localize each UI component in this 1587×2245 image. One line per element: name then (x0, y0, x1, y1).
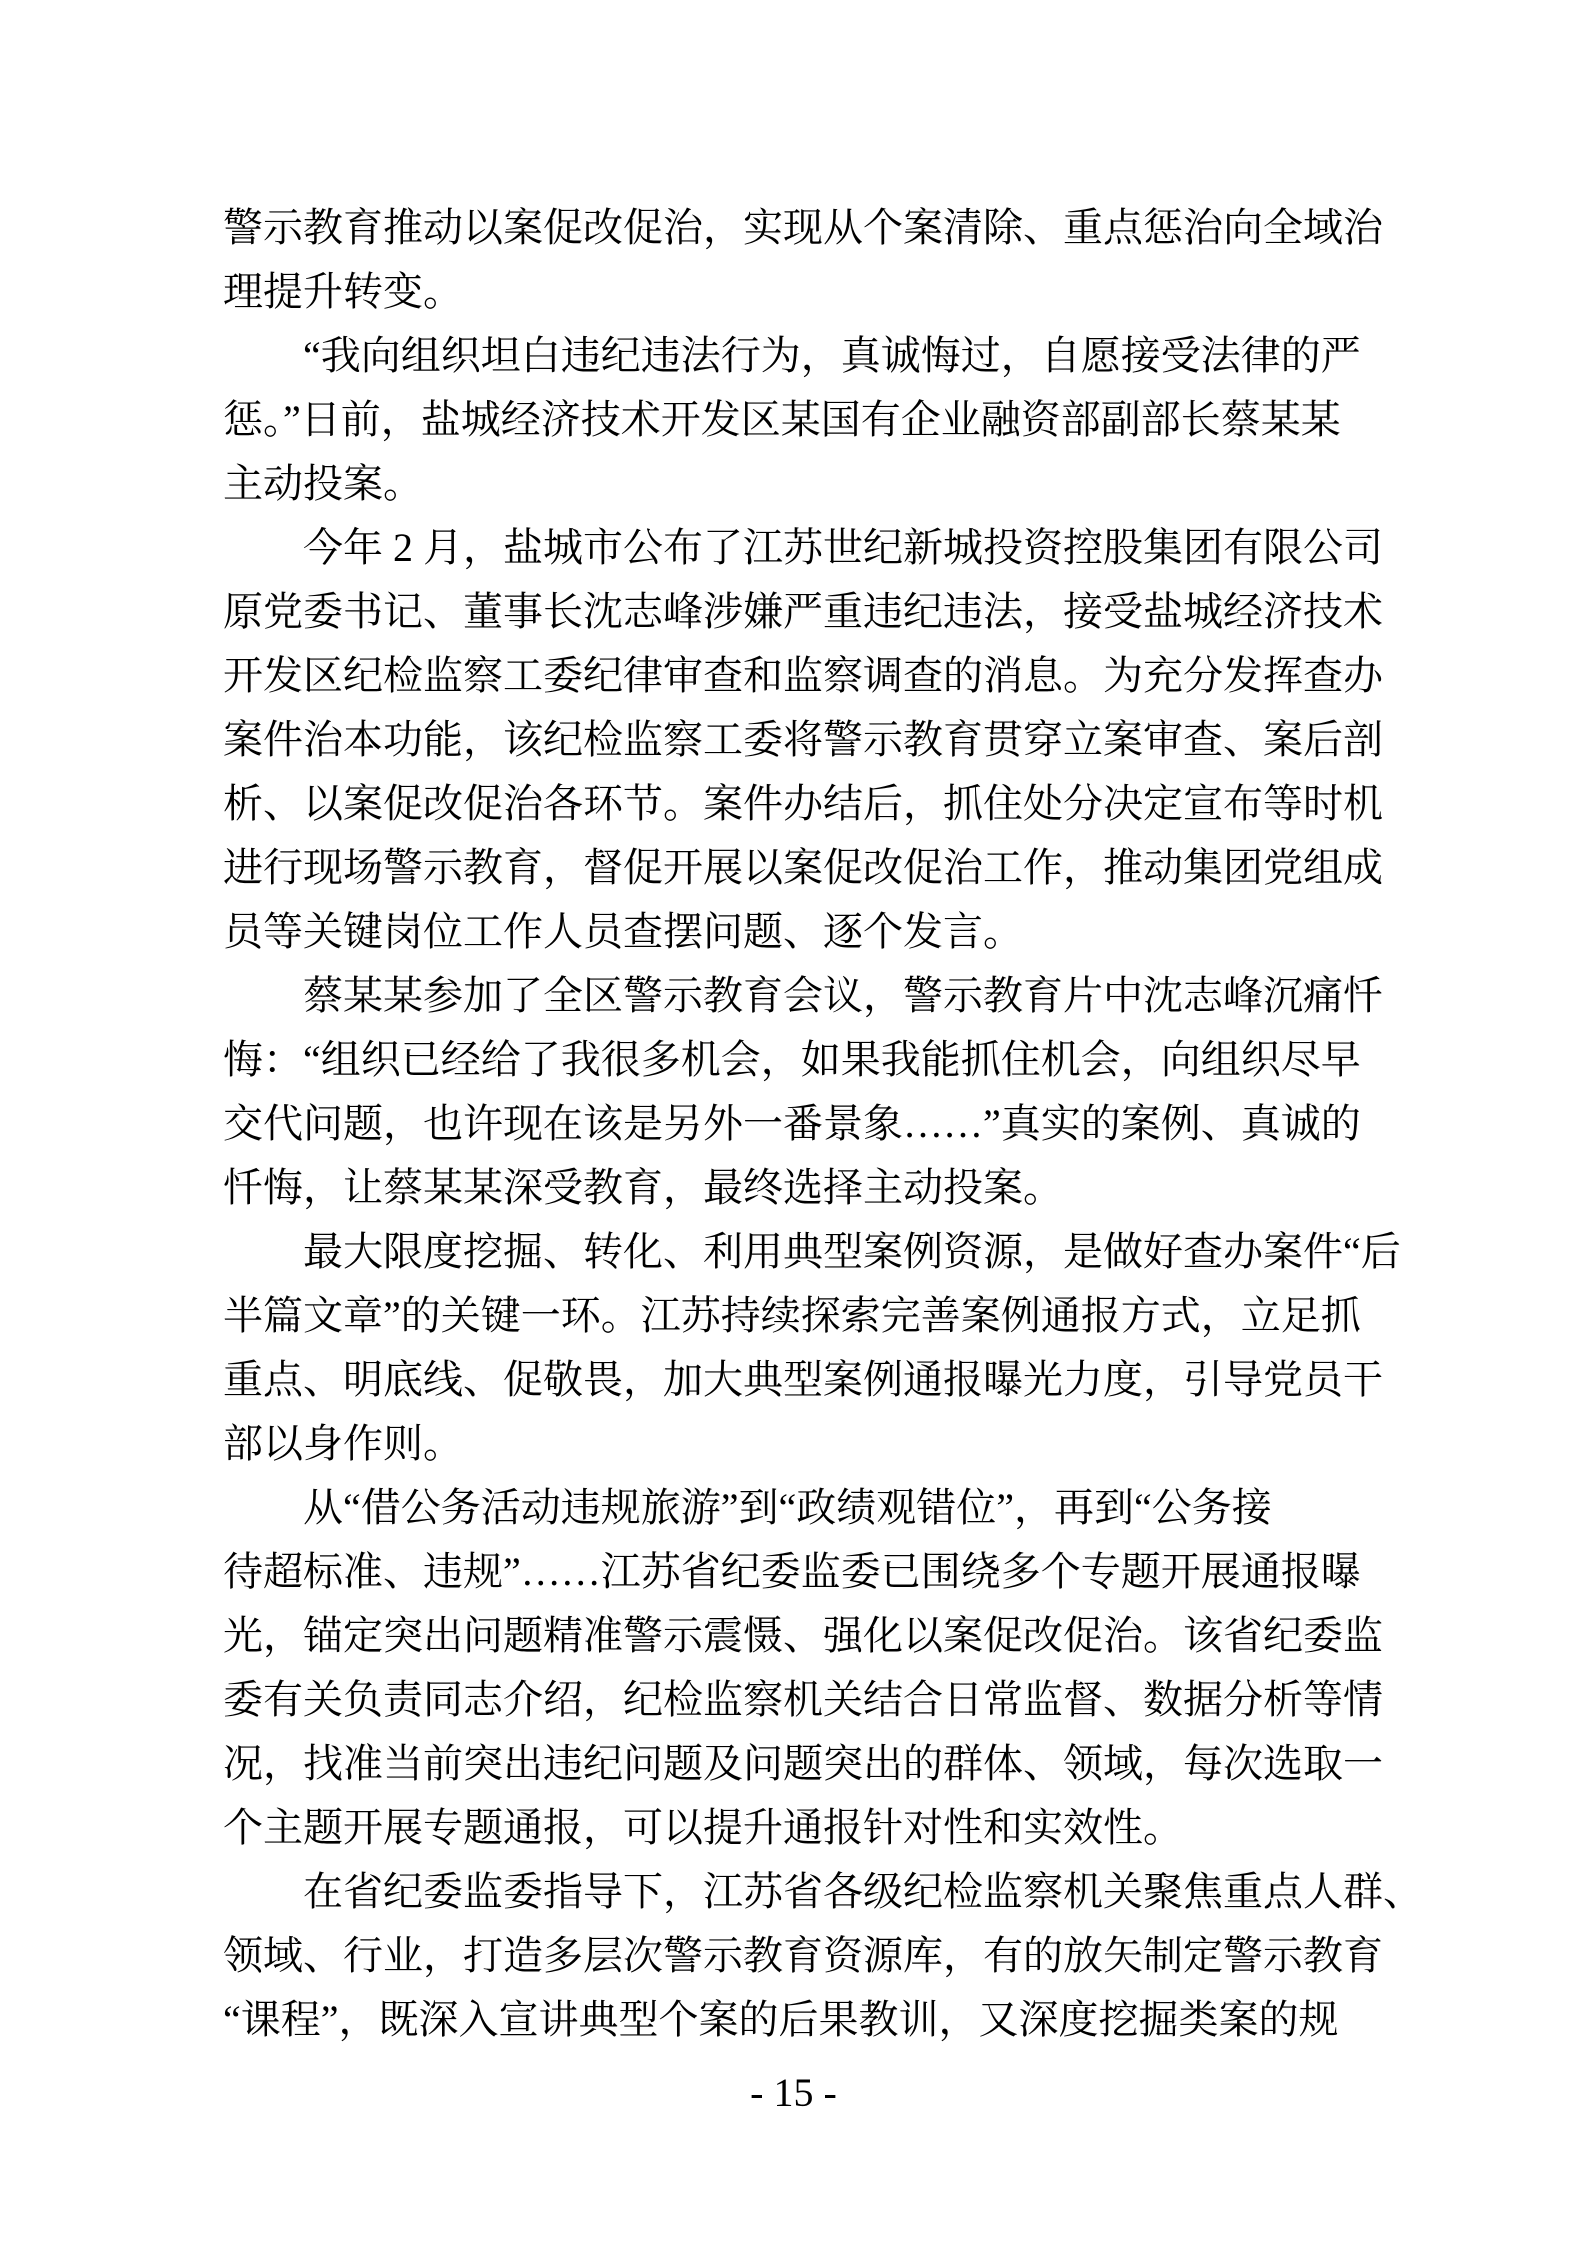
text-line: 蔡某某参加了全区警示教育会议，警示教育片中沈志峰沉痛忏 (223, 973, 1383, 1018)
text-line: 警示教育推动以案促改促治，实现从个案清除、重点惩治向全域治 (223, 205, 1383, 250)
text-line: 析、以案促改促治各环节。案件办结后，抓住处分决定宣布等时机 (223, 781, 1383, 826)
text-line: 半篇文章”的关键一环。江苏持续探索完善案例通报方式，立足抓 (223, 1293, 1361, 1338)
page-number: - 15 - (750, 2070, 837, 2115)
text-line: 今年 2 月，盐城市公布了江苏世纪新城投资控股集团有限公司 (223, 525, 1383, 570)
text-line: 忏悔，让蔡某某深受教育，最终选择主动投案。 (223, 1165, 1063, 1210)
text-line: 从“借公务活动违规旅游”到“政绩观错位”，再到“公务接 (223, 1485, 1272, 1530)
text-line: 况，找准当前突出违纪问题及问题突出的群体、领域，每次选取一 (223, 1741, 1383, 1786)
text-line: 理提升转变。 (223, 269, 463, 314)
text-line: 重点、明底线、促敬畏，加大典型案例通报曝光力度，引导党员干 (223, 1357, 1383, 1402)
text-line: 光，锚定突出问题精准警示震慑、强化以案促改促治。该省纪委监 (223, 1613, 1383, 1658)
text-line: 案件治本功能，该纪检监察工委将警示教育贯穿立案审查、案后剖 (223, 717, 1383, 762)
text-line: 交代问题，也许现在该是另外一番景象……”真实的案例、真诚的 (223, 1101, 1361, 1146)
text-line: “我向组织坦白违纪违法行为，真诚悔过，自愿接受法律的严 (223, 333, 1361, 378)
text-line: 惩。”日前，盐城经济技术开发区某国有企业融资部副部长蔡某某 (223, 397, 1341, 442)
text-line: 待超标准、违规”……江苏省纪委监委已围绕多个专题开展通报曝 (223, 1549, 1361, 1594)
text-line: 领域、行业，打造多层次警示教育资源库，有的放矢制定警示教育 (223, 1933, 1383, 1978)
text-line: 原党委书记、董事长沈志峰涉嫌严重违纪违法，接受盐城经济技术 (223, 589, 1383, 634)
text-line: 悔：“组织已经给了我很多机会，如果我能抓住机会，向组织尽早 (223, 1037, 1361, 1082)
text-line: 最大限度挖掘、转化、利用典型案例资源，是做好查办案件“后 (223, 1229, 1401, 1274)
document-body (223, 196, 1423, 2052)
text-line: 员等关键岗位工作人员查摆问题、逐个发言。 (223, 909, 1023, 954)
text-line: 个主题开展专题通报，可以提升通报针对性和实效性。 (223, 1805, 1183, 1850)
text-line: 开发区纪检监察工委纪律审查和监察调查的消息。为充分发挥查办 (223, 653, 1383, 698)
text-line: “课程”，既深入宣讲典型个案的后果教训，又深度挖掘类案的规 (223, 1997, 1339, 2042)
text-line: 部以身作则。 (223, 1421, 463, 1466)
text-line: 在省纪委监委指导下，江苏省各级纪检监察机关聚焦重点人群、 (223, 1869, 1423, 1914)
text-line: 委有关负责同志介绍，纪检监察机关结合日常监督、数据分析等情 (223, 1677, 1383, 1722)
text-line: 主动投案。 (223, 461, 423, 506)
text-line: 进行现场警示教育，督促开展以案促改促治工作，推动集团党组成 (223, 845, 1383, 890)
